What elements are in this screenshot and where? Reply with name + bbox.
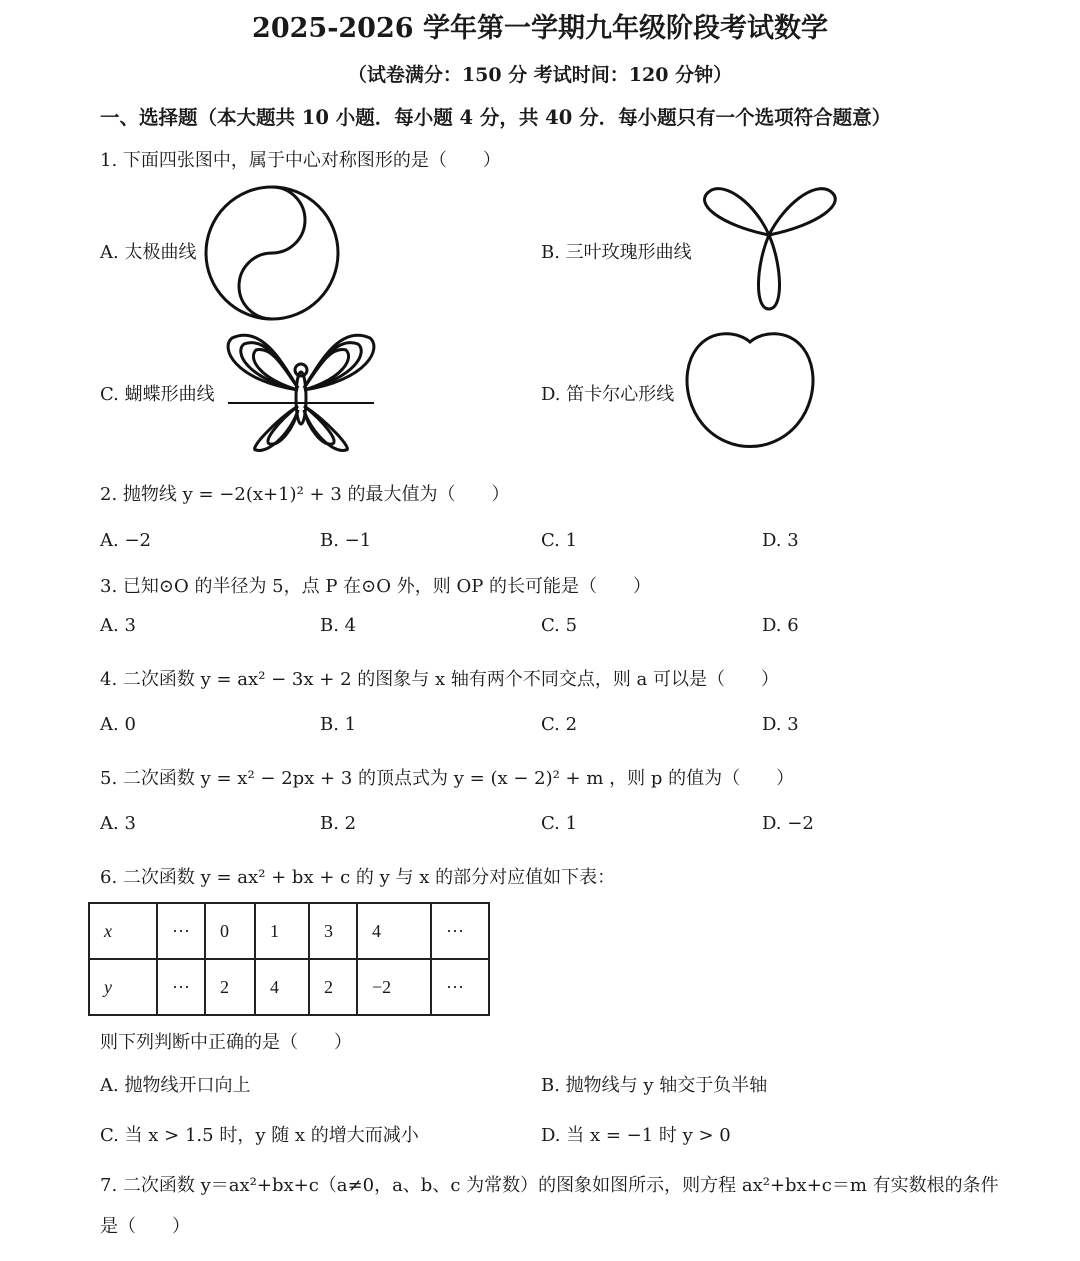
table-cell: 3 [309,903,357,959]
question-5-stem: 5. 二次函数 y = x² − 2px + 3 的顶点式为 y = (x − 2)² + m ，则 p 的值为（ ） [100,768,795,789]
question-3-option-d: D. 6 [762,615,799,636]
question-6-prompt: 则下列判断中正确的是（ ） [100,1032,352,1053]
question-5-option-c: C. 1 [541,813,578,834]
table-cell: −2 [357,959,431,1015]
butterfly-curve-figure [226,330,376,454]
question-4-option-a: A. 0 [100,714,136,735]
question-4-option-c: C. 2 [541,714,578,735]
question-6-option-b: B. 抛物线与 y 轴交于负半轴 [541,1075,768,1096]
question-1-stem: 1. 下面四张图中，属于中心对称图形的是（ ） [100,150,501,171]
question-1-option-d: D. 笛卡尔心形线 [541,384,675,405]
table-cell: 0 [205,903,255,959]
question-5-option-a: A. 3 [100,813,136,834]
question-3-option-b: B. 4 [320,615,357,636]
table-cell: ··· [431,959,489,1015]
question-2-option-b: B. −1 [320,530,372,551]
question-6-option-d: D. 当 x = −1 时 y > 0 [541,1125,731,1146]
table-cell: 2 [205,959,255,1015]
cardioid-figure [683,330,817,448]
table-cell: ··· [157,959,205,1015]
question-1-option-b: B. 三叶玫瑰形曲线 [541,242,692,263]
table-cell: y [89,959,157,1015]
three-leaf-rose-figure [700,185,842,313]
question-2-option-d: D. 3 [762,530,799,551]
table-cell: 1 [255,903,309,959]
table-cell: 2 [309,959,357,1015]
value-table [88,902,490,1016]
question-6-stem: 6. 二次函数 y = ax² + bx + c 的 y 与 x 的部分对应值如下表： [100,867,616,888]
question-6-option-a: A. 抛物线开口向上 [100,1075,251,1096]
table-cell: ··· [157,903,205,959]
question-3-option-c: C. 5 [541,615,578,636]
table-row-y [89,959,489,1015]
question-2-stem: 2. 抛物线 y = −2(x+1)² + 3 的最大值为（ ） [100,484,510,505]
question-2-option-c: C. 1 [541,530,578,551]
table-row-x [89,903,489,959]
exam-subtitle: （试卷满分：150 分 考试时间：120 分钟） [347,64,733,86]
question-5-option-d: D. −2 [762,813,814,834]
question-3-stem: 3. 已知⊙O 的半径为 5，点 P 在⊙O 外，则 OP 的长可能是（ ） [100,576,652,597]
question-3-option-a: A. 3 [100,615,136,636]
question-7-stem-continued: 是（ ） [100,1216,190,1237]
question-6-option-c: C. 当 x > 1.5 时，y 随 x 的增大而减小 [100,1125,419,1146]
table-cell: 4 [255,959,309,1015]
question-1-option-c: C. 蝴蝶形曲线 [100,384,215,405]
exam-title: 2025-2026 学年第一学期九年级阶段考试数学 [252,13,828,44]
table-cell: ··· [431,903,489,959]
question-7-stem: 7. 二次函数 y＝ax²+bx+c（a≠0，a、b、c 为常数）的图象如图所示，则方程 ax²+bx+c＝m 有实数根的条件 [100,1175,999,1196]
question-2-option-a: A. −2 [100,530,151,551]
question-4-option-d: D. 3 [762,714,799,735]
question-4-stem: 4. 二次函数 y = ax² − 3x + 2 的图象与 x 轴有两个不同交点，则 a 可以是（ ） [100,669,780,690]
question-4-option-b: B. 1 [320,714,357,735]
question-5-option-b: B. 2 [320,813,357,834]
section-heading: 一、选择题（本大题共 10 小题．每小题 4 分，共 40 分．每小题只有一个选项符合题意） [100,106,892,129]
table-cell: 4 [357,903,431,959]
taiji-curve-figure [202,183,342,323]
table-cell: x [89,903,157,959]
question-1-option-a: A. 太极曲线 [100,242,197,263]
